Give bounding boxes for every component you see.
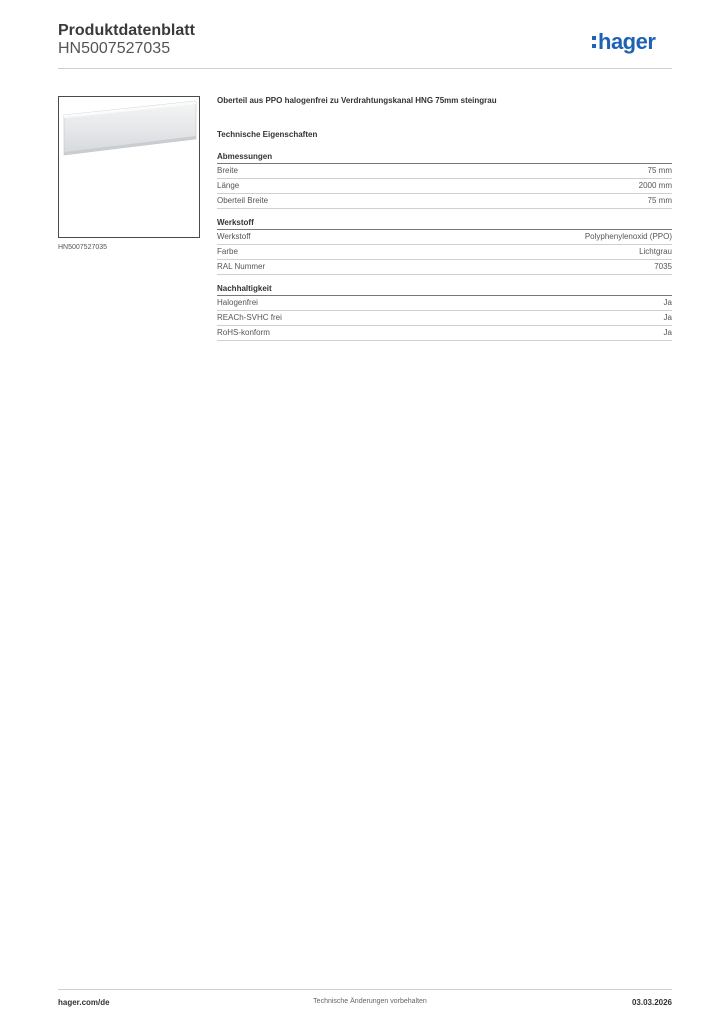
product-image-frame [58,96,200,238]
product-details [217,96,672,341]
section-sustainability [217,284,672,341]
footer-disclaimer: Technische Änderungen vorbehalten [313,998,427,1005]
property-row [217,326,672,341]
footer-divider [58,989,672,990]
property-value: 75 mm [647,166,672,175]
property-label: Oberteil Breite [217,196,269,205]
section-heading: Werkstoff [217,218,672,230]
property-row [217,311,672,326]
property-label: Länge [217,181,240,190]
property-row [217,296,672,311]
section-heading: Nachhaltigkeit [217,284,672,296]
property-row [217,179,672,194]
section-dimensions [217,152,672,209]
property-label: Halogenfrei [217,298,258,307]
property-row [217,164,672,179]
property-value: Ja [663,298,672,307]
property-row [217,260,672,275]
property-row [217,245,672,260]
svg-text:hager: hager [598,29,656,54]
property-value: Lichtgrau [639,247,672,256]
property-label: RoHS-konform [217,328,270,337]
footer-website-link[interactable]: hager.com/de [58,998,110,1007]
cable-duct-cover-image [59,97,199,237]
property-label: REACh-SVHC frei [217,313,282,322]
footer-date: 03.03.2026 [631,998,672,1007]
property-value: 2000 mm [638,181,672,190]
section-heading: Abmessungen [217,152,672,164]
property-label: Breite [217,166,238,175]
property-value: 7035 [654,262,672,271]
property-label: Werkstoff [217,232,251,241]
property-row [217,194,672,209]
property-label: RAL Nummer [217,262,266,271]
property-value: Ja [663,313,672,322]
section-material [217,218,672,275]
property-sections [217,152,672,341]
product-title: Oberteil aus PPO halogenfrei zu Verdrahtungskanal HNG 75mm steingrau [217,96,497,105]
document-title: Produktdatenblatt [58,22,195,39]
property-value: 75 mm [647,196,672,205]
header-divider [58,68,672,69]
hager-logo [590,24,674,58]
product-number: HN5007527035 [58,40,171,57]
property-row [217,230,672,245]
property-value: Polyphenylenoxid (PPO) [584,232,672,241]
technical-properties-heading: Technische Eigenschaften [217,130,318,139]
property-value: Ja [663,328,672,337]
image-caption: HN5007527035 [58,244,108,251]
property-label: Farbe [217,247,238,256]
